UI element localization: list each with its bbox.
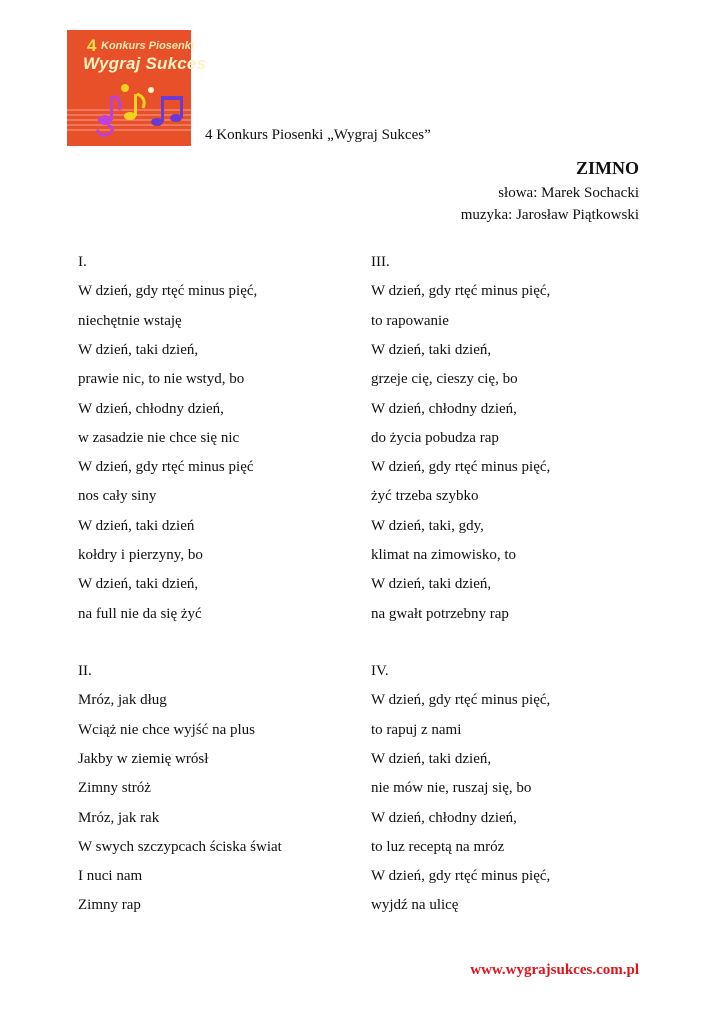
lyric-line: żyć trzeba szybko <box>371 488 479 505</box>
lyric-line: Wciąż nie chce wyjść na plus <box>78 721 256 738</box>
lyric-line: Mróz, jak dług <box>78 692 167 709</box>
song-title: ZIMNO <box>576 158 639 178</box>
lyric-line: W dzień, taki dzień <box>78 517 195 534</box>
lyric-line: Jakby w ziemię wrósł <box>78 750 209 767</box>
lyric-line: W dzień, taki dzień, <box>78 576 199 593</box>
lyric-line: wyjdź na ulicę <box>371 897 459 914</box>
lyric-line: W dzień, taki dzień, <box>371 576 492 593</box>
lyric-line: nie mów nie, ruszaj się, bo <box>371 780 532 797</box>
verse-label: I. <box>78 254 87 270</box>
lyric-line: kołdry i pierzyny, bo <box>78 547 203 563</box>
logo-number: 4 <box>87 36 97 55</box>
lyric-line: Mróz, jak rak <box>78 809 160 826</box>
lyric-line: to rapuj z nami <box>371 721 462 738</box>
lyric-line: klimat na zimowisko, to <box>371 547 516 563</box>
lyric-line: W dzień, chłodny dzień, <box>78 400 224 417</box>
lyric-line: W dzień, taki dzień, <box>371 341 492 358</box>
lyric-line: Zimny rap <box>78 897 141 914</box>
lyric-line: W dzień, gdy rtęć minus pięć, <box>371 868 551 885</box>
lyric-line: W swych szczypcach ściska świat <box>78 838 282 855</box>
website-link[interactable]: www.wygrajsukces.com.pl <box>470 962 639 978</box>
lyric-line: prawie nic, to nie wstyd, bo <box>78 371 245 388</box>
lyric-line: W dzień, gdy rtęć minus pięć, <box>78 283 258 300</box>
lyric-line: to luz receptą na mróz <box>371 838 505 855</box>
lyric-line: W dzień, taki dzień, <box>371 750 492 767</box>
lyric-line: W dzień, taki, gdy, <box>371 517 484 534</box>
lyric-line: na full nie da się żyć <box>78 605 202 622</box>
lyrics-author: słowa: Marek Sochacki <box>498 185 639 201</box>
lyric-line: do życia pobudza rap <box>371 429 499 446</box>
lyric-line: W dzień, chłodny dzień, <box>371 400 517 417</box>
lyric-line: Zimny stróż <box>78 780 151 797</box>
logo-subtitle: Konkurs Piosenki <box>101 40 194 52</box>
verse-label: IV. <box>371 663 389 679</box>
lyric-line: W dzień, chłodny dzień, <box>371 809 517 826</box>
verse-label: III. <box>371 254 390 270</box>
verse-label: II. <box>78 663 92 679</box>
lyric-line: niechętnie wstaję <box>78 312 182 329</box>
lyric-line: w zasadzie nie chce się nic <box>78 429 240 446</box>
lyric-line: nos cały siny <box>78 488 157 505</box>
lyric-line: W dzień, gdy rtęć minus pięć, <box>371 459 551 476</box>
lyric-line: W dzień, gdy rtęć minus pięć <box>78 459 254 476</box>
contest-logo <box>67 30 207 146</box>
music-notes-icon <box>67 82 191 146</box>
contest-header-title: 4 Konkurs Piosenki „Wygraj Sukces” <box>205 127 431 143</box>
lyric-line: grzeje cię, cieszy cię, bo <box>371 371 518 388</box>
lyric-line: W dzień, taki dzień, <box>78 341 199 358</box>
lyric-line: W dzień, gdy rtęć minus pięć, <box>371 283 551 300</box>
lyric-line: na gwałt potrzebny rap <box>371 605 509 622</box>
lyric-line: to rapowanie <box>371 312 449 329</box>
lyric-line: W dzień, gdy rtęć minus pięć, <box>371 692 551 709</box>
lyric-line: I nuci nam <box>78 868 143 885</box>
music-author: muzyka: Jarosław Piątkowski <box>460 207 639 223</box>
logo-title: Wygraj Sukces <box>83 54 207 73</box>
